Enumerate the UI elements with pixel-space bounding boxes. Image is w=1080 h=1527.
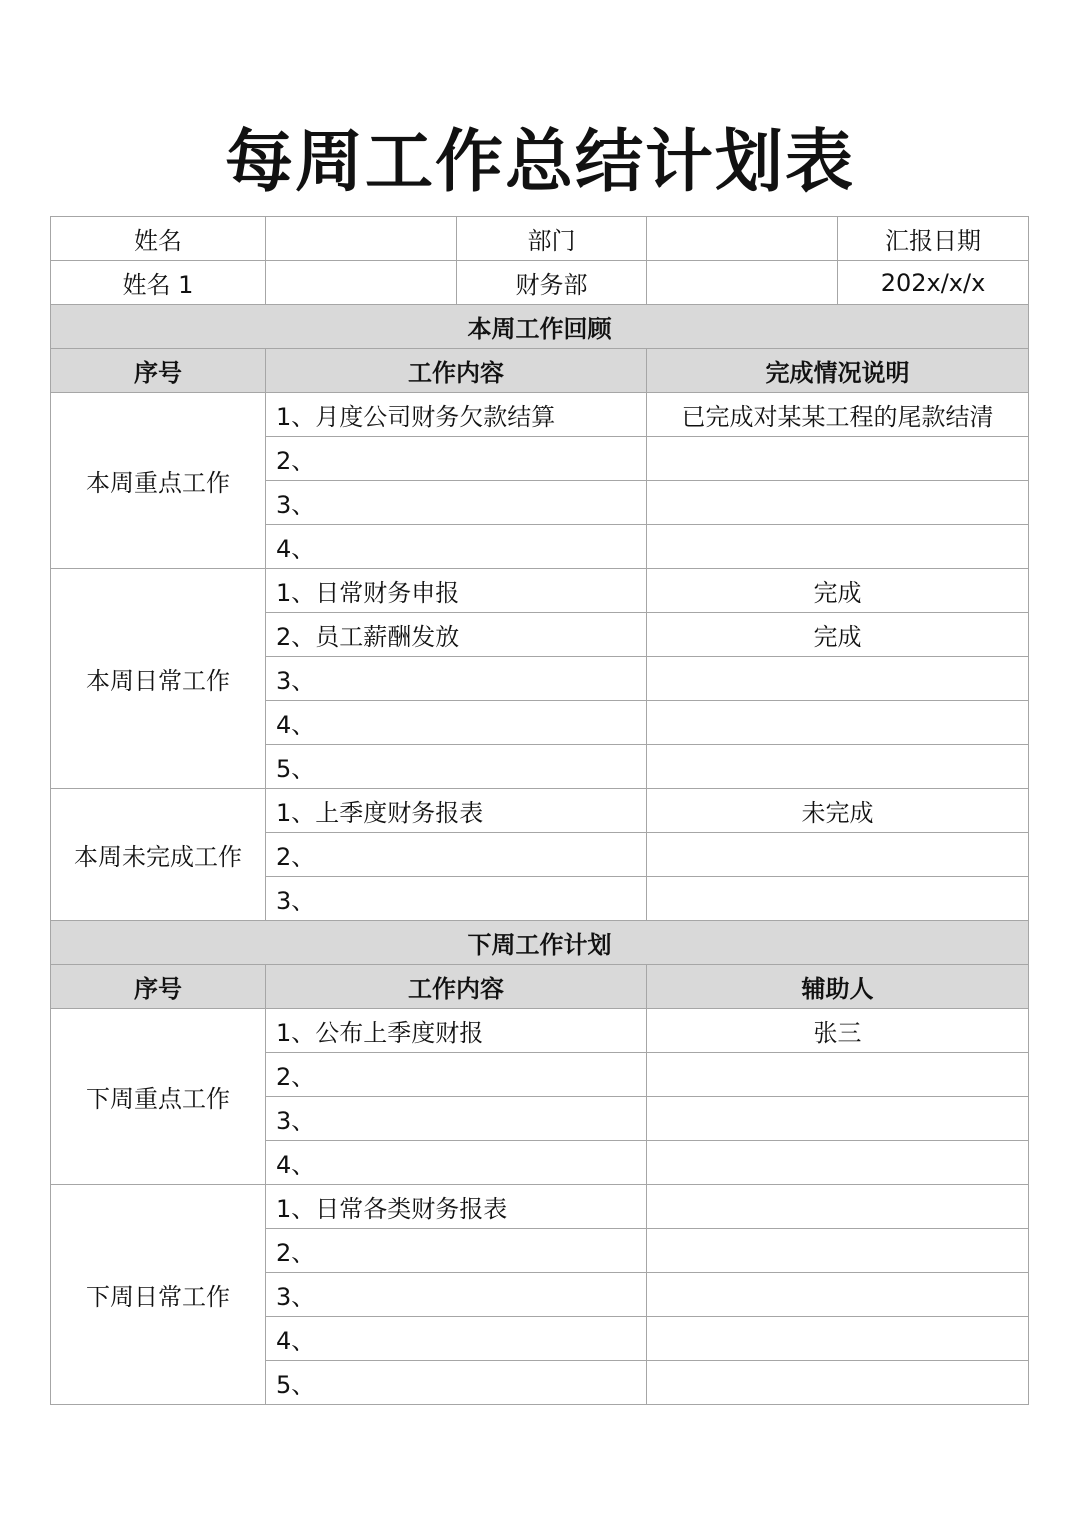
status-cell: 未完成 <box>647 789 1029 833</box>
assistant-cell <box>647 1053 1029 1097</box>
plan-section-title: 下周工作计划 <box>51 921 1029 965</box>
status-cell: 完成 <box>647 613 1029 657</box>
name-label: 姓名 <box>51 217 266 261</box>
assistant-cell <box>647 1361 1029 1405</box>
review-header-row <box>51 349 1029 393</box>
assistant-cell: 张三 <box>647 1009 1029 1053</box>
info-value-row <box>51 261 1029 305</box>
work-content-cell: 3、 <box>266 877 647 921</box>
assistant-cell <box>647 1185 1029 1229</box>
work-content-cell: 2、 <box>266 1053 647 1097</box>
status-cell <box>647 745 1029 789</box>
review-section-row <box>51 305 1029 349</box>
work-content-cell: 1、上季度财务报表 <box>266 789 647 833</box>
page-title: 每周工作总结计划表 <box>224 123 855 202</box>
status-cell <box>647 877 1029 921</box>
status-cell <box>647 833 1029 877</box>
summary-table <box>50 216 1029 1405</box>
plan-section-row <box>51 921 1029 965</box>
assistant-cell <box>647 1273 1029 1317</box>
review-group-label: 本周重点工作 <box>51 393 266 569</box>
work-content-cell: 5、 <box>266 745 647 789</box>
table-row <box>51 1009 1029 1053</box>
table-row <box>51 789 1029 833</box>
work-content-cell: 5、 <box>266 1361 647 1405</box>
status-cell <box>647 437 1029 481</box>
status-cell <box>647 701 1029 745</box>
dept-value: 财务部 <box>457 261 647 305</box>
status-cell: 已完成对某某工程的尾款结清 <box>647 393 1029 437</box>
name-value-blank-cell <box>266 261 457 305</box>
work-content-cell: 2、 <box>266 1229 647 1273</box>
work-content-cell: 4、 <box>266 525 647 569</box>
work-content-cell: 4、 <box>266 1141 647 1185</box>
review-header-status: 完成情况说明 <box>647 349 1029 393</box>
plan-group-label: 下周重点工作 <box>51 1009 266 1185</box>
status-cell <box>647 525 1029 569</box>
work-content-cell: 2、 <box>266 833 647 877</box>
work-content-cell: 1、日常财务申报 <box>266 569 647 613</box>
status-cell <box>647 481 1029 525</box>
table-row <box>51 569 1029 613</box>
review-header-index: 序号 <box>51 349 266 393</box>
assistant-cell <box>647 1317 1029 1361</box>
assistant-cell <box>647 1097 1029 1141</box>
dept-value-blank-cell <box>647 261 838 305</box>
work-content-cell: 3、 <box>266 1097 647 1141</box>
assistant-cell <box>647 1229 1029 1273</box>
table-row <box>51 393 1029 437</box>
status-cell: 完成 <box>647 569 1029 613</box>
name-blank-cell <box>266 217 457 261</box>
info-label-row <box>51 217 1029 261</box>
work-content-cell: 3、 <box>266 1273 647 1317</box>
work-content-cell: 3、 <box>266 657 647 701</box>
plan-header-index: 序号 <box>51 965 266 1009</box>
work-content-cell: 2、员工薪酬发放 <box>266 613 647 657</box>
work-content-cell: 1、公布上季度财报 <box>266 1009 647 1053</box>
table-row <box>51 1185 1029 1229</box>
work-content-cell: 1、日常各类财务报表 <box>266 1185 647 1229</box>
plan-header-content: 工作内容 <box>266 965 647 1009</box>
name-value: 姓名 1 <box>51 261 266 305</box>
date-label: 汇报日期 <box>838 217 1029 261</box>
plan-group-label: 下周日常工作 <box>51 1185 266 1405</box>
date-value: 202x/x/x <box>838 261 1029 305</box>
work-content-cell: 2、 <box>266 437 647 481</box>
work-content-cell: 4、 <box>266 701 647 745</box>
review-group-label: 本周未完成工作 <box>51 789 266 921</box>
assistant-cell <box>647 1141 1029 1185</box>
work-content-cell: 1、月度公司财务欠款结算 <box>266 393 647 437</box>
status-cell <box>647 657 1029 701</box>
dept-label: 部门 <box>457 217 647 261</box>
work-content-cell: 3、 <box>266 481 647 525</box>
work-content-cell: 4、 <box>266 1317 647 1361</box>
plan-header-status: 辅助人 <box>647 965 1029 1009</box>
review-section-title: 本周工作回顾 <box>51 305 1029 349</box>
review-header-content: 工作内容 <box>266 349 647 393</box>
review-group-label: 本周日常工作 <box>51 569 266 789</box>
plan-header-row <box>51 965 1029 1009</box>
dept-blank-cell <box>647 217 838 261</box>
